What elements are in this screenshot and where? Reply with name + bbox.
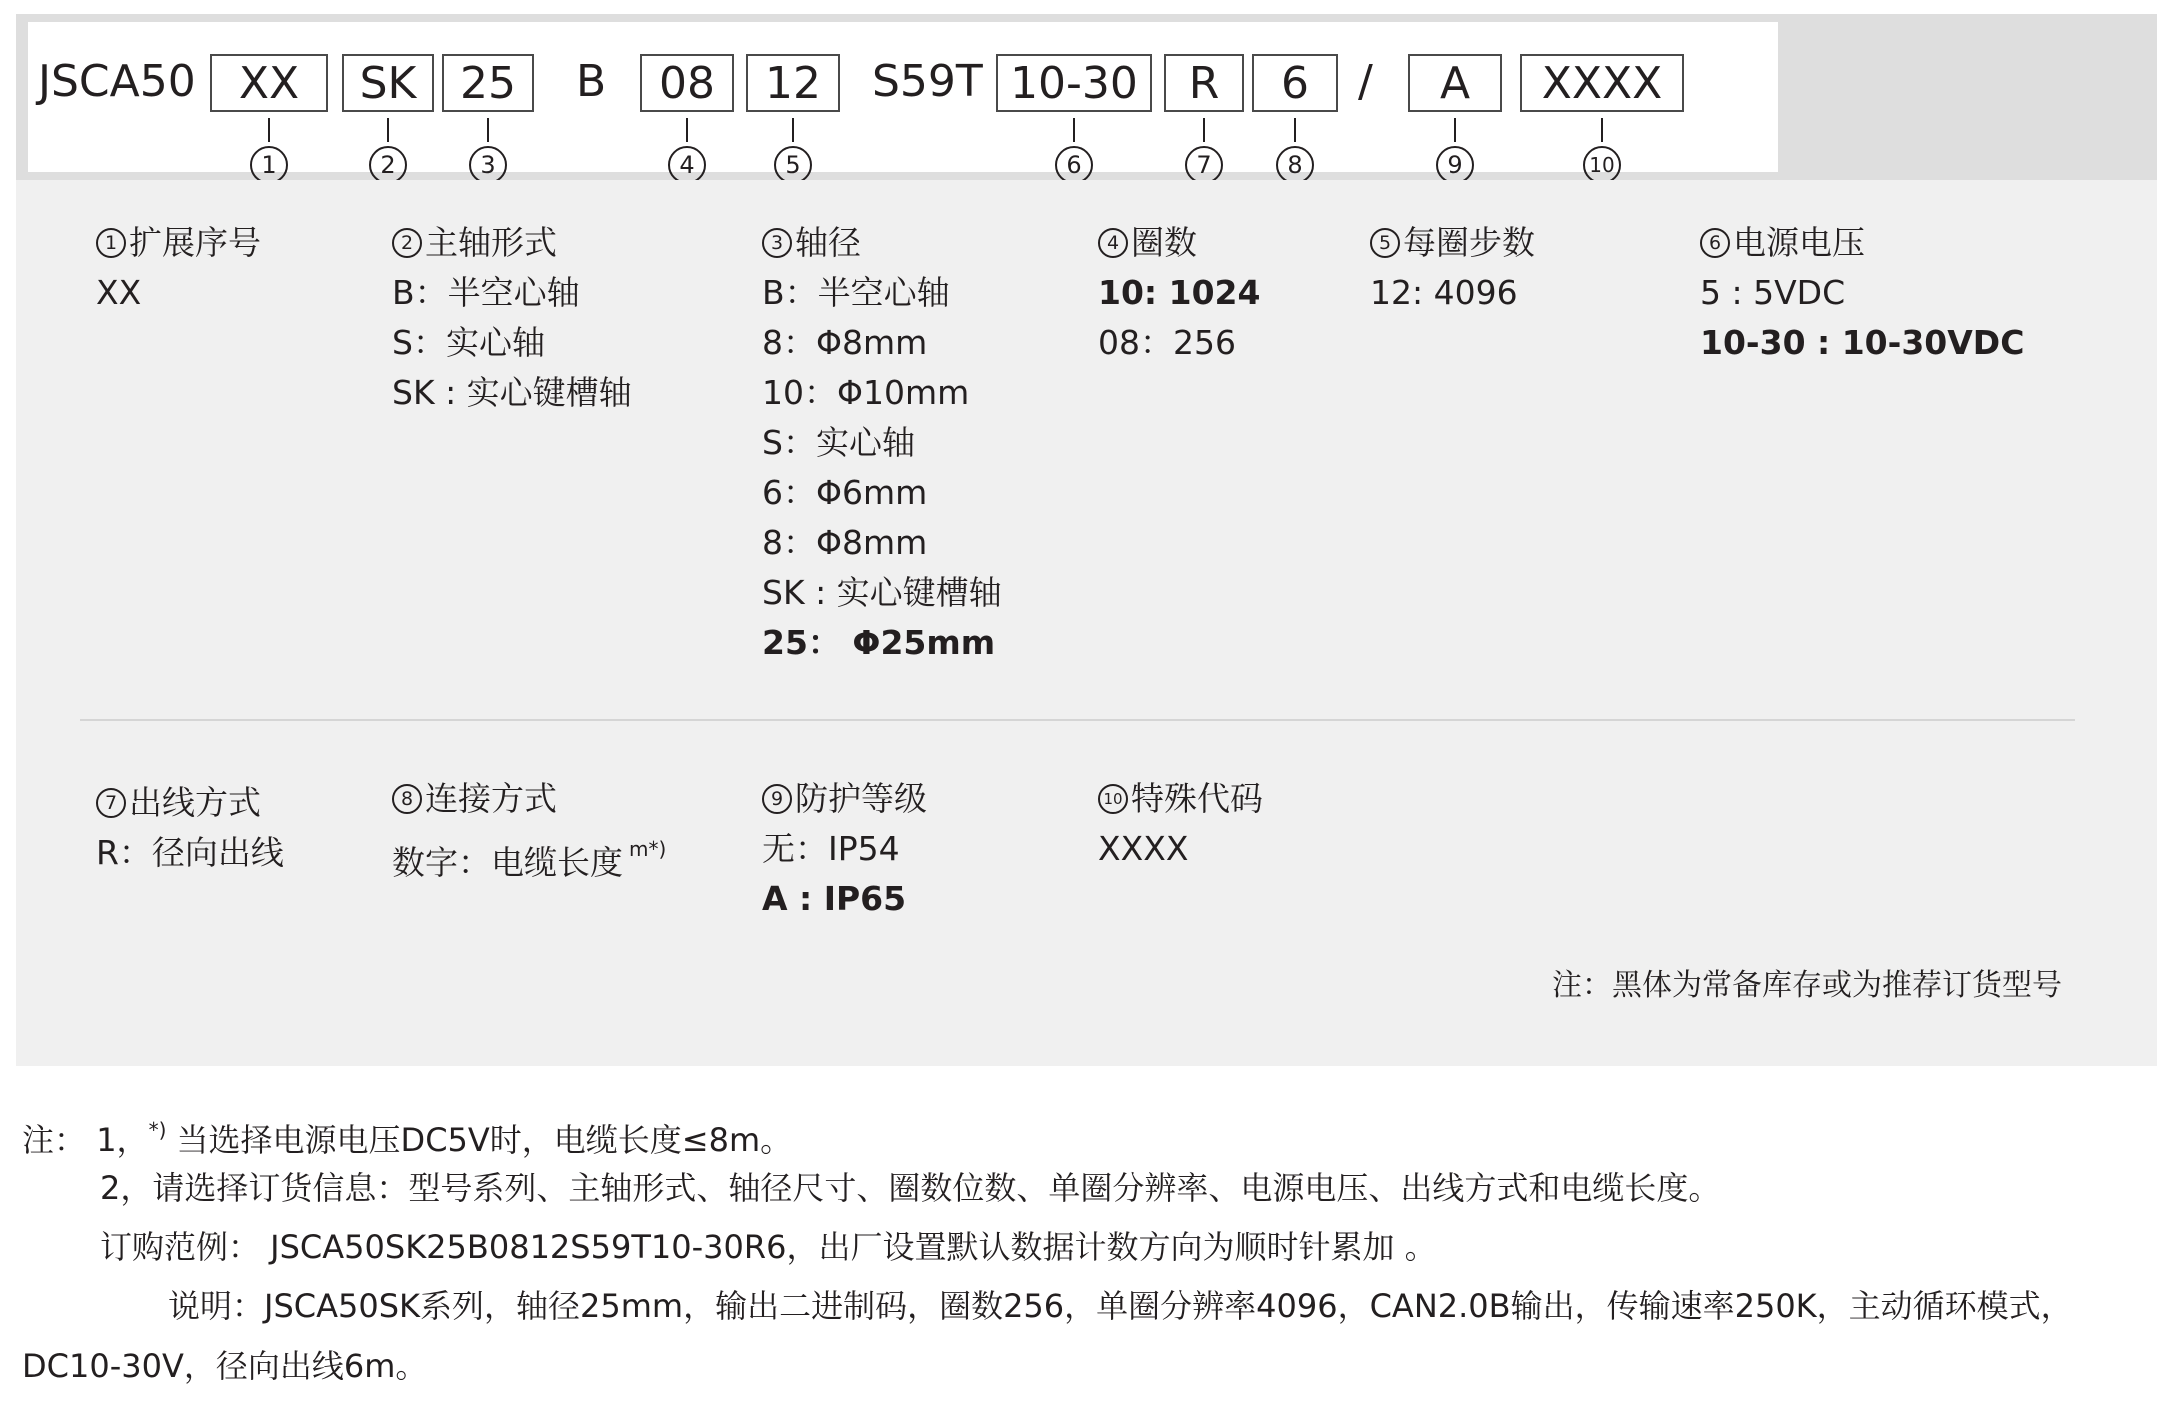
section-number: 10 — [1098, 784, 1128, 814]
section-item: 08：256 — [1098, 323, 1236, 362]
code-num-5: 5 — [774, 146, 812, 184]
section-item-recommended: A : IP65 — [762, 879, 907, 918]
section-item: XX — [96, 273, 142, 312]
section-connect — [392, 774, 666, 888]
code-tick — [1601, 118, 1603, 142]
code-tick — [792, 118, 794, 142]
model-code-box — [28, 22, 1778, 179]
section-protect — [762, 774, 927, 924]
stock-note: 注：黑体为常备库存或为推荐订货型号 — [1552, 968, 2062, 1003]
section-turns — [1098, 218, 1260, 368]
section-number: 6 — [1700, 228, 1730, 258]
code-num-3: 3 — [469, 146, 507, 184]
note-1-number: 1， — [96, 1121, 149, 1159]
order-explanation: 说明：JSCA50SK系列，轴径25mm，输出二进制码，圈数256，单圈分辨率4096，CAN2.0B输出，传输速率250K，主动循环模式， — [168, 1287, 2073, 1325]
code-box-diameter: 25 — [442, 54, 534, 112]
section-number: 3 — [762, 228, 792, 258]
code-num-7: 7 — [1185, 146, 1223, 184]
section-diameter — [762, 218, 1002, 668]
section-special — [1098, 774, 1263, 874]
section-item: 无：IP54 — [762, 829, 900, 868]
section-title: 电源电压 — [1733, 223, 1865, 262]
section-number: 9 — [762, 784, 792, 814]
section-item: R：径向出线 — [96, 833, 284, 872]
section-item: 8：Φ8mm — [762, 323, 928, 362]
section-number: 1 — [96, 228, 126, 258]
section-number: 4 — [1098, 228, 1128, 258]
section-title: 特殊代码 — [1131, 779, 1263, 818]
section-title: 主轴形式 — [425, 223, 557, 262]
section-title: 轴径 — [795, 223, 861, 262]
section-item: 8：Φ8mm — [762, 523, 928, 562]
code-tick — [686, 118, 688, 142]
section-item: 10：Φ10mm — [762, 373, 970, 412]
order-example: 订购范例： JSCA50SK25B0812S59T10-30R6，出厂设置默认数据计数方向为顺时针累加 。 — [100, 1228, 1437, 1266]
section-item: 6：Φ6mm — [762, 473, 928, 512]
section-item: B：半空心轴 — [392, 273, 580, 312]
section-item: S：实心轴 — [392, 323, 545, 362]
code-box-turns: 08 — [640, 54, 734, 112]
section-title: 每圈步数 — [1403, 223, 1535, 262]
code-num-4: 4 — [668, 146, 706, 184]
code-tick — [487, 118, 489, 142]
code-num-9: 9 — [1436, 146, 1474, 184]
code-tick — [1073, 118, 1075, 142]
section-title: 圈数 — [1131, 223, 1197, 262]
section-item: SK : 实心键槽轴 — [762, 573, 1002, 612]
code-tick — [1454, 118, 1456, 142]
section-number: 7 — [96, 788, 126, 818]
section-item: 12: 4096 — [1370, 273, 1518, 312]
code-num-8: 8 — [1276, 146, 1314, 184]
section-item-recommended: 10-30 : 10-30VDC — [1700, 323, 2025, 362]
section-item-recommended: 25： Φ25mm — [762, 623, 996, 662]
code-tick — [268, 118, 270, 142]
section-outlet — [96, 778, 284, 878]
order-explanation-cont: DC10-30V，径向出线6m。 — [22, 1347, 428, 1385]
code-fixed-b: B — [576, 56, 607, 107]
code-num-10: 10 — [1583, 146, 1621, 184]
code-box-power: 10-30 — [996, 54, 1152, 112]
code-box-outlet: R — [1164, 54, 1244, 112]
code-num-6: 6 — [1055, 146, 1093, 184]
code-box-spindle: SK — [342, 54, 434, 112]
section-steps — [1370, 218, 1535, 318]
code-num-1: 1 — [250, 146, 288, 184]
section-item: 5 : 5VDC — [1700, 273, 1846, 312]
code-tick — [1294, 118, 1296, 142]
code-slash: / — [1358, 56, 1373, 107]
section-title: 出线方式 — [129, 783, 261, 822]
code-box-special: XXXX — [1520, 54, 1684, 112]
note-2: 2，请选择订货信息：型号系列、主轴形式、轴径尺寸、圈数位数、单圈分辨率、电源电压、出线方式和电缆长度。 — [100, 1169, 1721, 1207]
section-item: S：实心轴 — [762, 423, 915, 462]
code-tick — [1203, 118, 1205, 142]
code-fixed-s59t: S59T — [872, 56, 983, 107]
section-spindle — [392, 218, 632, 418]
code-box-steps: 12 — [746, 54, 840, 112]
note-1-text: 当选择电源电压DC5V时，电缆长度≤8m。 — [176, 1121, 793, 1159]
superscript-note: m*) — [629, 837, 667, 861]
code-tick — [387, 118, 389, 142]
code-box-protect: A — [1408, 54, 1502, 112]
section-number: 8 — [392, 784, 422, 814]
section-item: XXXX — [1098, 829, 1189, 868]
code-box-ext: XX — [210, 54, 328, 112]
section-title: 连接方式 — [425, 779, 557, 818]
section-item: SK : 实心键槽轴 — [392, 373, 632, 412]
section-title: 扩展序号 — [129, 223, 261, 262]
section-item-recommended: 10: 1024 — [1098, 273, 1261, 312]
section-item: B：半空心轴 — [762, 273, 950, 312]
code-box-connect: 6 — [1252, 54, 1338, 112]
note-label: 注： — [22, 1121, 87, 1159]
note-1-sup: *) — [148, 1118, 167, 1142]
section-power — [1700, 218, 2024, 368]
code-num-2: 2 — [369, 146, 407, 184]
section-title: 防护等级 — [795, 779, 927, 818]
section-ext — [96, 218, 261, 318]
code-prefix: JSCA50 — [38, 56, 196, 107]
section-number: 2 — [392, 228, 422, 258]
section-number: 5 — [1370, 228, 1400, 258]
note-1 — [22, 1110, 792, 1160]
section-item: 数字：电缆长度 — [392, 843, 623, 882]
section-divider — [80, 719, 2075, 721]
